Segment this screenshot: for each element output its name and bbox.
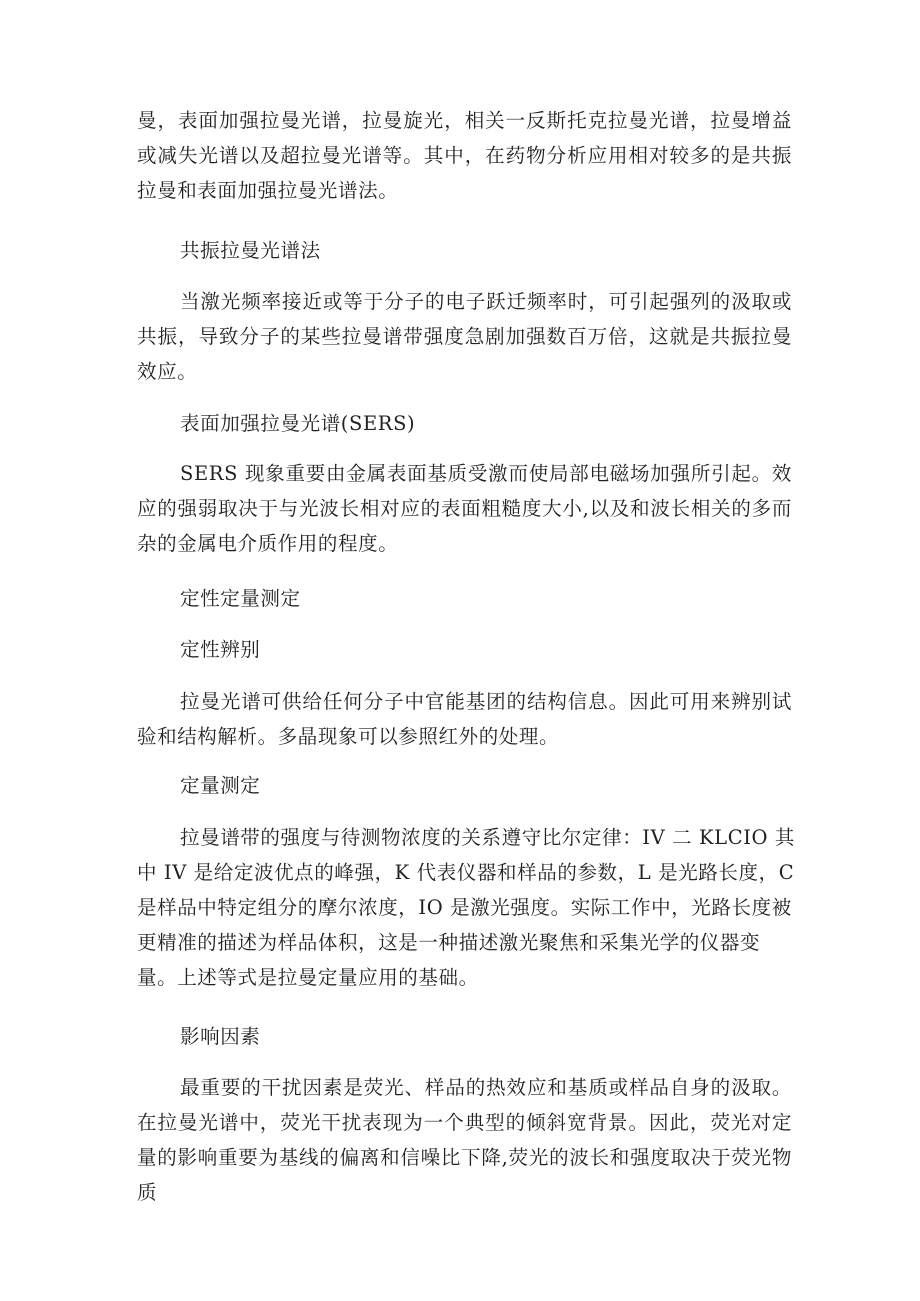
heading-quantitative: 定量测定 (180, 774, 261, 797)
paragraph-quantitative (137, 820, 796, 995)
paragraph-line: 拉曼谱带的强度与待测物浓度的关系遵守比尔定律：IV 二 KLCIO 其 (180, 826, 796, 849)
paragraph-raman-types: 曼，表面加强拉曼光谱，拉曼旋光，相关一反斯托克拉曼光谱，拉曼增益或减失光谱以及超拉曼光谱等。其中，在药物分析应用相对较多的是共振拉曼和表面加强拉曼光谱法。 (137, 109, 792, 202)
paragraph-sers: SERS 现象重要由金属表面基质受激而使局部电磁场加强所引起。效应的强弱取决于与光波长相对应的表面粗糙度大小,以及和波长相关的多而杂的金属电介质作用的程度。 (137, 462, 792, 555)
heading-qualitative-quantitative: 定性定量测定 (180, 587, 301, 610)
paragraph-line: 中 IV 是给定波优点的峰强，K 代表仪器和样品的参数，L 是光路长度，C (137, 861, 795, 884)
paragraph-resonance-raman: 当激光频率接近或等于分子的电子跃迁频率时，可引起强列的汲取或共振，导致分子的某些拉曼谱带强度急剧加强数百万倍，这就是共振拉曼效应。 (137, 290, 792, 383)
heading-sers: 表面加强拉曼光谱(SERS) (180, 412, 416, 435)
heading-influencing-factors: 影响因素 (180, 1025, 261, 1048)
paragraph-line: 更精准的描述为样品体积，这是一种描述激光聚焦和采集光学的仪器变 (137, 931, 761, 954)
heading-resonance-raman: 共振拉曼光谱法 (180, 239, 321, 262)
paragraph-line: 是样品中特定组分的摩尔浓度，IO 是激光强度。实际工作中，光路长度被 (137, 896, 792, 919)
paragraph-line: 量。上述等式是拉曼定量应用的基础。 (137, 966, 479, 989)
heading-qualitative-identification: 定性辨别 (180, 638, 261, 661)
paragraph-influencing-factors: 最重要的干扰因素是荧光、样品的热效应和基质或样品自身的汲取。在拉曼光谱中，荧光干扰表现为一个典型的倾斜宽背景。因此，荧光对定量的影响重要为基线的偏离和信噪比下降,荧光的波长和强度取决于荧光物质 (137, 1076, 792, 1204)
paragraph-qualitative: 拉曼光谱可供给任何分子中官能基团的结构信息。因此可用来辨别试验和结构解析。多晶现象可以参照红外的处理。 (137, 690, 792, 748)
